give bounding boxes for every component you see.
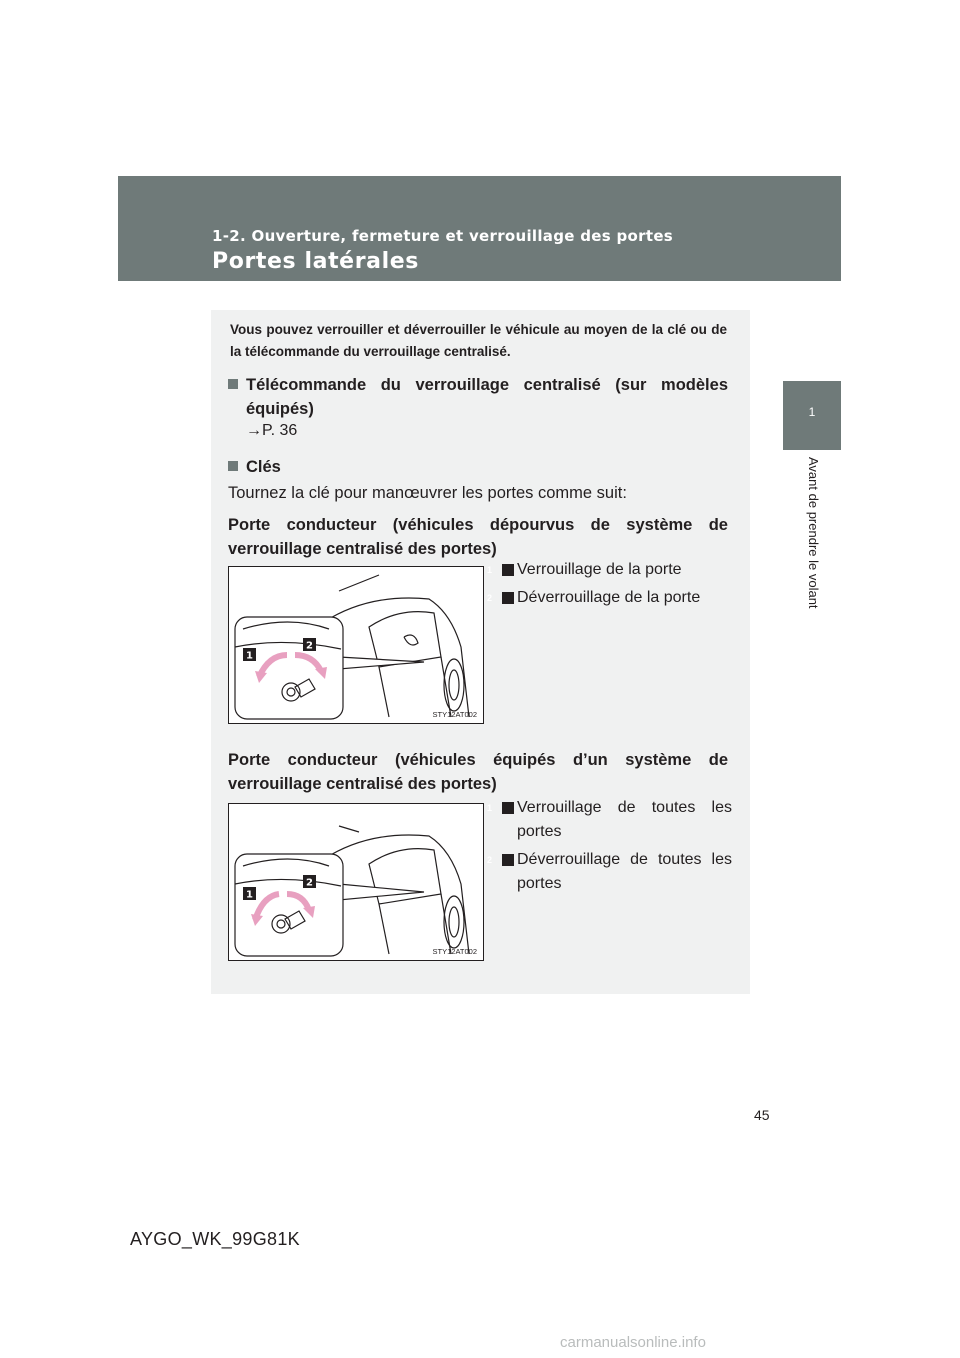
figure-code: STY12AT002 (432, 947, 477, 956)
square-bullet-icon (228, 461, 238, 471)
case2-legend (487, 796, 732, 900)
watermark: carmanualsonline.info (560, 1334, 706, 1351)
keys-heading-text: Clés (246, 458, 281, 476)
legend-item: Déverrouillage de toutes les portes (517, 851, 732, 892)
door-lock-illustration (228, 566, 484, 724)
legend-marker-1: 1 (502, 802, 514, 814)
case1-heading: Porte conducteur (véhicules dépourvus de système de verrouillage centralisé des portes) (228, 516, 728, 558)
remote-heading (228, 373, 728, 421)
chapter-title: Avant de prendre le volant (806, 457, 821, 609)
door-lock-illustration (228, 803, 484, 961)
page-title: Portes latérales (212, 249, 419, 274)
legend-item: Verrouillage de la porte (517, 561, 682, 578)
page-number: 45 (754, 1107, 770, 1123)
section-label: 1-2. Ouverture, fermeture et verrouillage des portes (212, 227, 674, 245)
header-band (118, 176, 841, 281)
chapter-number: 1 (808, 405, 816, 419)
remote-heading-text: Télécommande du verrouillage centralisé (sur modèles équipés) (246, 376, 728, 418)
marker-2: 2 (306, 877, 313, 889)
chapter-tab (783, 381, 841, 450)
legend-item: Déverrouillage de la porte (517, 589, 701, 606)
legend-marker-1: 1 (502, 564, 514, 576)
intro-text: Vous pouvez verrouiller et déverrouiller le véhicule au moyen de la clé ou de la télécommande du verrouillage centralisé. (230, 322, 727, 359)
keys-text: Tournez la clé pour manœuvrer les portes comme suit: (228, 484, 627, 502)
legend-marker-2: 2 (502, 854, 514, 866)
case1-legend (487, 558, 732, 614)
document-code: AYGO_WK_99G81K (130, 1229, 300, 1249)
marker-1: 1 (246, 889, 253, 901)
case2-heading: Porte conducteur (véhicules équipés d’un système de verrouillage centralisé des portes) (228, 751, 728, 793)
legend-item: Verrouillage de toutes les portes (517, 799, 732, 840)
keys-heading (228, 455, 728, 479)
legend-marker-2: 2 (502, 592, 514, 604)
square-bullet-icon (228, 379, 238, 389)
marker-2: 2 (306, 640, 313, 652)
figure-code: STY12AT002 (432, 710, 477, 719)
content-box (211, 310, 750, 994)
page-reference: →P. 36 (246, 422, 298, 439)
marker-1: 1 (246, 650, 253, 662)
